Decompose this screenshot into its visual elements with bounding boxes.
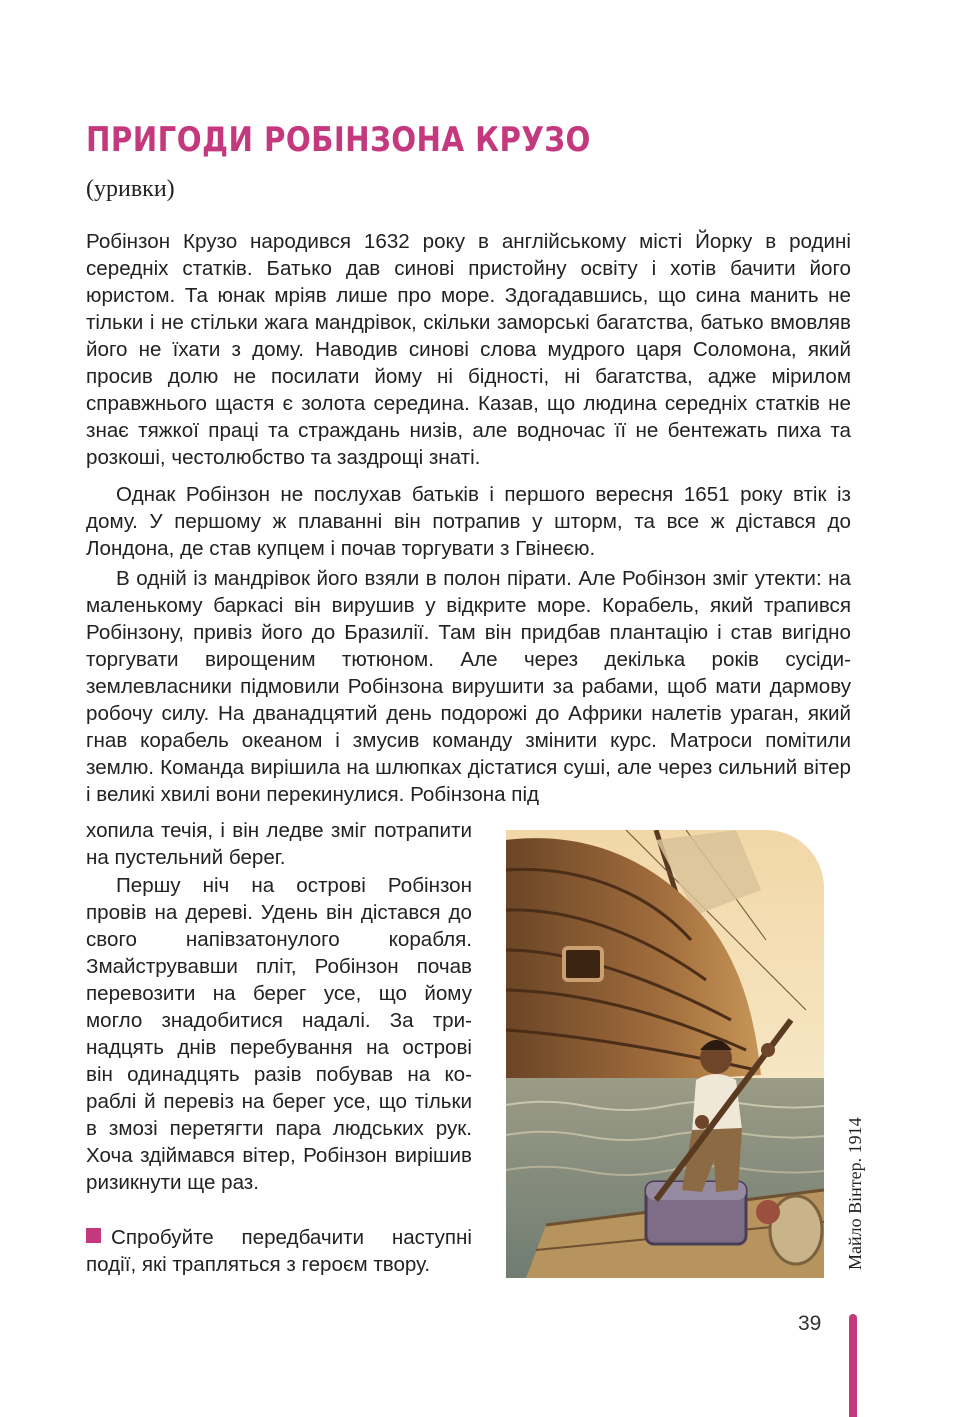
task-text: Спробуйте передбачити наступні події, які трапляться з героєм твору. [86,1226,472,1276]
square-bullet-icon [86,1228,101,1243]
paragraph-3-continued: хопила течія, і він ледве зміг потрапити на пустельний берег. [86,819,472,869]
task-block [86,1224,472,1278]
page-title: ПРИГОДИ РОБІНЗОНА КРУЗО [86,120,591,160]
illustration-credit: Майло Вінтер. 1914 [845,1117,865,1270]
paragraph-2: Однак Робінзон не послухав батьків і першого вересня 1651 року втік із дому. У першому ж плаванні він потрапив у шторм, та все ж дістався до Лондона, де став купцем і почав торгувати з Гвінеєю. [86,483,851,560]
page-edge-bar [849,1314,857,1417]
subtitle: (уривки) [86,176,175,202]
paragraph-1: Робінзон Крузо народився 1632 року в англійському місті Йорку в родині середніх статків. Батько дав синові пристойну освіту і хотів бачити його юристом. Та юнак мріяв лише про море. Здогадавшись, що сина манить не тільки і не стільки жага мандрівок, скільки заморські багатства, батько вмовляв його не їхати з дому. Наводив синові слова мудрого царя Соломона, який просив долю не посилати йому ні бідності, ні багатства, адже мірилом справжнього щастя є золота середина. Казав, що людина середніх статків не знає тяжкої праці та страждань низів, але водночас її не бентежать пиха та розкоші, честолюбство та заздрощі знаті. [86,230,851,469]
illustration-robinson-shipwreck [506,830,824,1278]
page-number: 39 [798,1312,822,1335]
paragraph-4: Першу ніч на острові Робінзон провів на дереві. Удень він дістався до свого напівзатонулого корабля. Змайструвавши пліт, Робінзон почав перевозити на берег усе, що йому могло знадобитися надалі. За тринадцять днів перебування на острові він одинадцять разів побував на кораблі й перевіз на берег усе, що тільки в змозі перетягти пара людських рук. Хоча здіймався вітер, Робінзон вирішив ризикнути ще раз. [86,874,472,1194]
paragraph-3: В одній із мандрівок його взяли в полон пірати. Але Робінзон зміг утекти: на маленькому баркасі він вирушив у відкрите море. Корабель, який трапився Робінзону, привіз його до Бразилії. Там він придбав плантацію і став вигідно торгувати вирощеним тютюном. Але через декілька років сусіди-землевласники підмовили Робінзона вирушити за рабами, щоб мати дармову робочу силу. На дванадцятий день подорожі до Африки налетів ураган, який гнав корабель океаном і змусив команду змінити курс. Матроси помітили землю. Команда вирішила на шлюпках дістатися суші, але через сильний вітер і великі хвилі вони перекинулися. Робінзона під [86,567,851,806]
